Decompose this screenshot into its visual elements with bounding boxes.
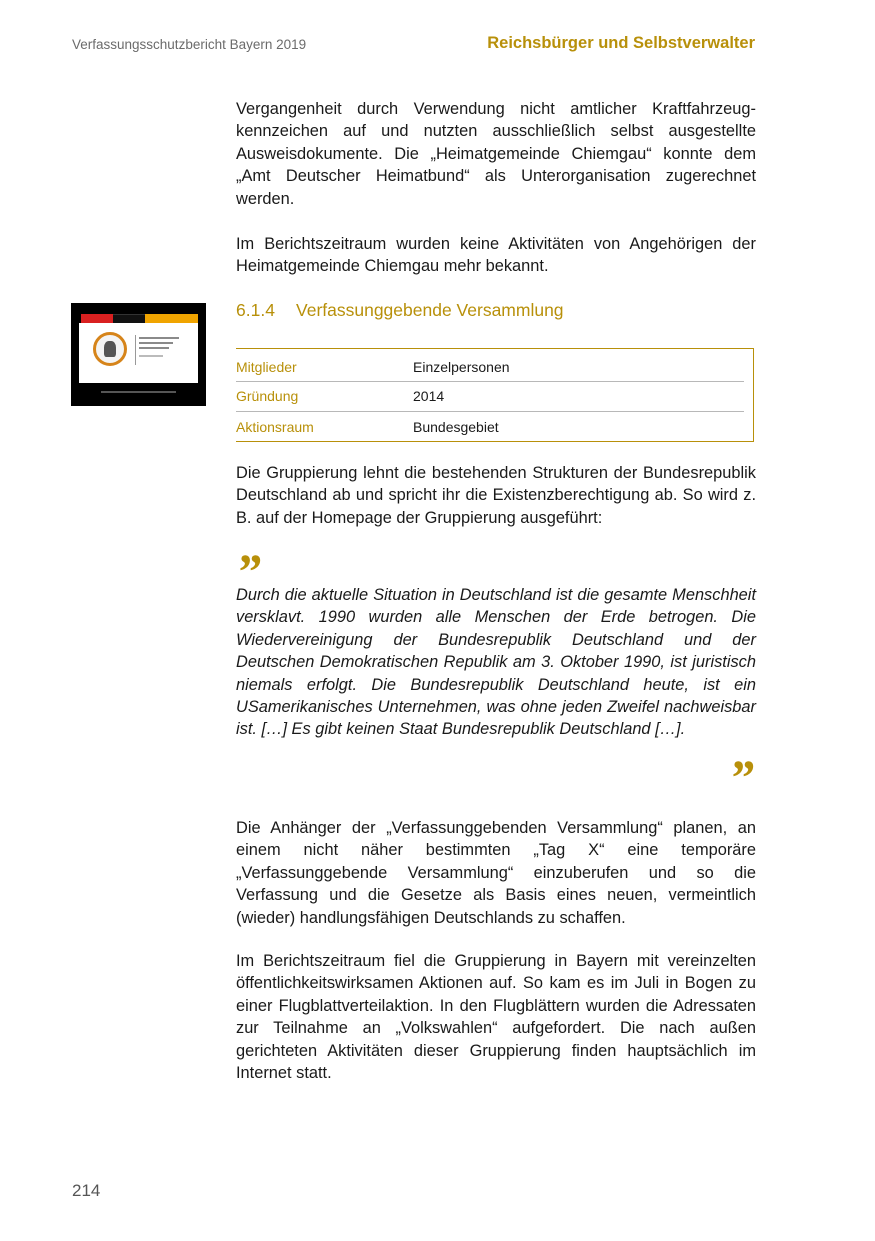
- page-number: 214: [72, 1181, 101, 1200]
- paragraph-text: Im Berichtszeitraum fiel die Gruppierung in Bayern mit vereinzelten öffentlichkeitswirksamen Aktionen auf. So kam es im Juli in Bogen zu einer Flugblattverteilaktion. In den Flugblättern wurden die Adressaten zur Teilnahme an „Volkswahlen“ aufgefordert. Die nach außen gerichteten Aktivitäten dieser Gruppierung finden hauptsächlich im Internet statt.: [236, 952, 756, 1083]
- logo-divider: [135, 335, 136, 365]
- paragraph-text: Im Berichtszeitraum wurden keine Aktivitäten von Angehörigen der Heimatgemeinde Chiemgau mehr bekannt.: [236, 235, 756, 276]
- info-value: Einzelpersonen: [413, 359, 510, 375]
- logo-footer-line: [101, 391, 176, 393]
- running-header-right: Reichsbürger und Selbstverwalter: [487, 34, 755, 52]
- paragraph-intro: [236, 98, 756, 210]
- info-row: [236, 381, 744, 410]
- info-key: Mitglieder: [236, 359, 297, 375]
- quote-open-mark: ”: [236, 543, 257, 599]
- running-header-left: Verfassungsschutzbericht Bayern 2019: [72, 37, 307, 52]
- logo-text-line: [139, 337, 179, 339]
- info-table: [236, 348, 754, 442]
- paragraph-text: Vergangenheit durch Verwendung nicht amtlicher Kraftfahrzeugkennzeichen auf und nutzten ausschließlich selbst ausgestellte Ausweisdokumente. Die „Heimatgemeinde Chiemgau“ konnte dem „Amt Deutscher Heimatbund“ als Unterorganisation zugerechnet werden.: [236, 100, 756, 208]
- paragraph-activities: [236, 233, 756, 278]
- paragraph-description: [236, 462, 756, 529]
- logo-card: [79, 323, 198, 383]
- info-key: Gründung: [236, 388, 299, 404]
- flag-stripe-gold: [145, 314, 198, 323]
- paragraph-text: Die Gruppierung lehnt die bestehenden Strukturen der Bundesrepublik Deutschland ab und spricht ihr die Existenzberechtigung ab. So wird z. B. auf der Homepage der Gruppierung ausgeführt:: [236, 464, 756, 527]
- paragraph-text: Die Anhänger der „Verfassunggebenden Versammlung“ planen, an einem nicht näher bestimmten „Tag X“ eine temporäre „Verfassunggebende Versammlung“ einzuberufen und so die Verfassung und die Gesetze als Basis eines neuen, vermeintlich (wieder) handlungsfähigen Deutschlands zu schaffen.: [236, 819, 756, 927]
- paragraph-plans: [236, 817, 756, 929]
- logo-text-line: [139, 342, 173, 344]
- info-row: [236, 352, 744, 381]
- quote-close-mark: ”: [729, 749, 750, 805]
- logo-text-line: [139, 347, 169, 349]
- info-value: 2014: [413, 388, 445, 404]
- quote-text: Durch die aktuelle Situation in Deutschland ist die gesamte Menschheit versklavt. 1990 wurden alle Menschen der Erde betrogen. Die Wiedervereinigung der Bundesrepublik Deutschland und der Deutschen Demokratischen Republik am 3. Oktober 1990, ist juristisch niemals erfolgt. Die Bundesrepublik Deutschland heute, ist ein USamerikanisches Unternehmen, was ohne jeden Zweifel nachweisbar ist. […] Es gibt keinen Staat Bundesrepublik Deutschland […].: [236, 586, 756, 739]
- group-logo-image: [71, 303, 206, 406]
- section-heading: [236, 300, 564, 321]
- blockquote: [236, 584, 756, 741]
- paragraph-actions: [236, 950, 756, 1084]
- info-row: [236, 412, 744, 441]
- section-number: 6.1.4: [236, 300, 275, 320]
- flag-stripe-red: [81, 314, 113, 323]
- logo-text-line: [139, 355, 163, 357]
- section-title: Verfassunggebende Versammlung: [296, 300, 564, 320]
- info-value: Bundesgebiet: [413, 419, 499, 435]
- info-key: Aktionsraum: [236, 419, 314, 435]
- seal-icon: [93, 332, 127, 366]
